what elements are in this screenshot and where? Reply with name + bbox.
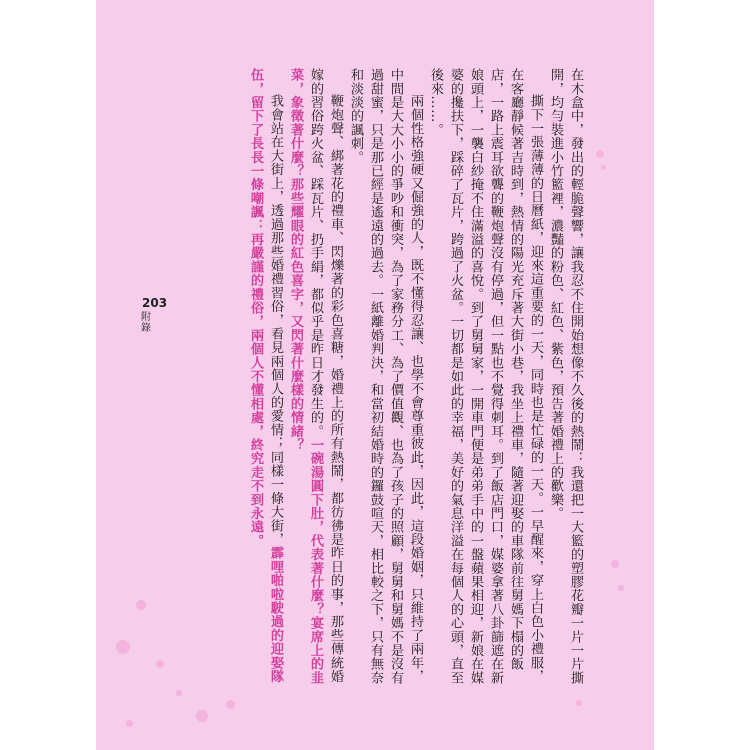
paragraph-1: 在木盒中，發出的輕脆聲響，讓我忍不住開始想像不久後的熱鬧：我還把一大籃的塑膠花瓣一片一片撕開，均勻裝進小竹籃裡，濃豔的粉色、紅色、紫色，預告著婚禮上的歡樂。: [548, 68, 583, 685]
paragraph-4: [285, 68, 345, 688]
decorative-dot: [176, 690, 182, 696]
decorative-dot: [611, 560, 619, 568]
decorative-dot: [156, 660, 164, 668]
paragraph-5-text: 我會站在大街上，透過那些婚禮習俗，看見兩個人的愛情；同樣一條大街，: [268, 94, 283, 547]
section-label: 附錄: [141, 312, 151, 334]
page-number: 203: [142, 296, 168, 310]
decorative-dot: [226, 700, 235, 709]
body-text: [190, 68, 585, 688]
decorative-dot: [576, 700, 582, 706]
paragraph-3: 兩個性格強硬又倔強的人，既不懂得忍讓、也學不會尊重彼此，因此，這段婚姻，只維持了兩年，中間是大大小小的爭吵和衝突，為了家務分工、為了價值觀、也為了孩子的照顧，舅舅和舅媽不是沒有過甜蜜，只是那已經是遙遠的過去。一紙離婚判決，和當初結婚時的鑼鼓喧天，相比較之下，只有無奈和淡淡的諷刺。: [348, 68, 423, 685]
paragraph-2: 撕下一張薄薄的日曆紙，迎來這重要的一天，同時也是忙碌的一天。一早醒來，穿上白色小禮服，在客廳靜候著吉時到，熱情的陽光充斥著大街小巷，我坐上禮車，隨著迎娶的車隊前往舅媽下榻的飯店，一路上震耳欲聾的鞭炮聲沒有停過，但一點也不覺得刺耳。到了飯店門口，媒婆拿著八卦篩遮在新娘頭上，一襲白紗掩不住滿溢的喜悅。到了舅舅家，一開車門便是弟弟手中的一盤蘋果相迎，新娘在媒婆的攙扶下，踩碎了瓦片，跨過了火盆。一切都是如此的幸福，美好的氣息洋溢在每個人的心頭，直至後來……。: [428, 68, 543, 685]
paragraph-5: [245, 68, 285, 688]
paragraph-4-highlight: 一碗湯圓下肚，代表著什麼？宴席上的韭菜，象徵著什麼？那些耀眼的紅色喜字，又閃著什麼樣的情緒？: [288, 68, 323, 685]
decorative-dot: [601, 165, 606, 170]
decorative-dot: [618, 585, 624, 591]
decorative-dot: [136, 600, 146, 610]
decorative-dot: [116, 640, 130, 654]
decorative-dot: [126, 720, 133, 727]
decorative-dot: [596, 150, 604, 158]
paragraph-5-highlight: 霹哩啪啦駛過的迎娶隊伍，留下了長長一條嘲諷：再嚴謹的禮俗，兩個人不懂相處，終究走不到永遠。: [248, 68, 283, 684]
decorative-dot: [196, 710, 208, 722]
paragraph-4-text: 鞭炮聲、綁著花的禮車、閃爍著的彩色喜糖，婚禮上的所有熱鬧，都彷彿是昨日的事，那些傳統婚嫁的習俗跨火盆、踩瓦片、扔手絹，都似乎是昨日才發生的。: [308, 68, 343, 684]
